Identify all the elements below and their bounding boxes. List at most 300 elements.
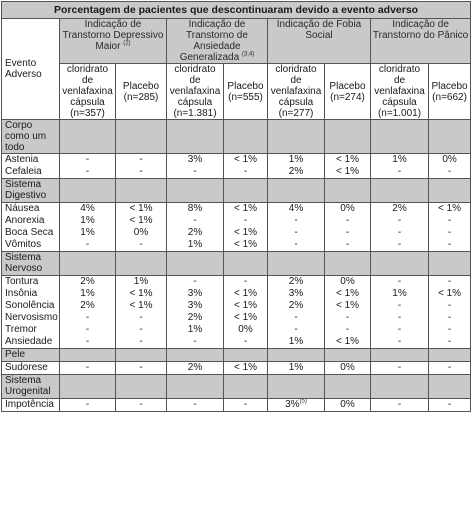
section-empty-cell xyxy=(429,120,471,154)
value-cell xyxy=(167,166,224,179)
value-cell xyxy=(325,362,371,375)
value-cell xyxy=(371,312,429,324)
value-cell xyxy=(116,215,167,227)
section-empty-cell xyxy=(60,179,116,203)
table-row xyxy=(2,324,471,336)
value-cell xyxy=(116,288,167,300)
event-label: Sudorese xyxy=(2,362,60,375)
value-cell xyxy=(268,336,325,349)
value-cell xyxy=(167,276,224,289)
column-header-1: cloridrato de venlafaxina cápsula (n=357) xyxy=(60,64,116,120)
value-text: 2% xyxy=(288,300,304,311)
section-empty-cell xyxy=(60,252,116,276)
value-text: < 1% xyxy=(129,203,153,214)
value-text: 1% xyxy=(288,154,304,165)
column-header-3: cloridrato de venlafaxina cápsula (n=1.381) xyxy=(167,64,224,120)
value-cell xyxy=(268,276,325,289)
value-cell xyxy=(371,215,429,227)
table-row xyxy=(2,154,471,167)
event-label: Vômitos xyxy=(2,239,60,252)
value-text: - xyxy=(243,399,248,410)
section-label: Sistema Digestivo xyxy=(2,179,60,203)
value-cell xyxy=(167,336,224,349)
value-cell xyxy=(167,312,224,324)
value-text: - xyxy=(397,300,402,311)
section-empty-cell xyxy=(167,252,224,276)
value-cell xyxy=(116,166,167,179)
indication-header-social-phobia: Indicação de Fobia Social xyxy=(268,19,371,64)
value-cell xyxy=(116,312,167,324)
value-cell xyxy=(116,336,167,349)
section-empty-cell xyxy=(116,179,167,203)
value-cell xyxy=(116,227,167,239)
value-text: - xyxy=(139,312,143,323)
value-text: - xyxy=(85,362,90,373)
value-cell xyxy=(429,276,471,289)
value-text: 0% xyxy=(133,227,149,238)
value-cell xyxy=(325,276,371,289)
value-text: 2% xyxy=(187,362,203,373)
value-text: - xyxy=(139,336,143,347)
value-text: - xyxy=(193,276,197,287)
value-cell xyxy=(60,166,116,179)
value-text: - xyxy=(447,312,452,323)
value-cell xyxy=(325,399,371,412)
value-cell xyxy=(60,324,116,336)
section-label: Sistema Nervoso xyxy=(2,252,60,276)
value-text: 1% xyxy=(288,362,304,373)
value-cell xyxy=(224,227,268,239)
column-header-4: Placebo (n=555) xyxy=(224,64,268,120)
value-cell xyxy=(224,154,268,167)
value-cell xyxy=(167,215,224,227)
value-text: < 1% xyxy=(335,166,360,177)
value-cell xyxy=(325,166,371,179)
value-cell xyxy=(429,288,471,300)
value-cell xyxy=(224,312,268,324)
value-cell xyxy=(167,324,224,336)
section-label: Pele xyxy=(2,349,60,362)
section-empty-cell xyxy=(116,349,167,362)
value-text: < 1% xyxy=(335,336,360,347)
value-cell xyxy=(224,399,268,412)
value-text: - xyxy=(397,399,402,410)
value-text: 3% xyxy=(187,288,203,299)
value-cell xyxy=(429,166,471,179)
value-text: - xyxy=(397,324,402,335)
section-empty-cell xyxy=(167,120,224,154)
value-text: - xyxy=(345,239,350,250)
table-row xyxy=(2,300,471,312)
section-empty-cell xyxy=(371,120,429,154)
event-label: Náusea xyxy=(2,203,60,216)
section-empty-cell xyxy=(60,120,116,154)
value-text: 2% xyxy=(288,276,304,287)
section-empty-cell xyxy=(268,120,325,154)
value-text: 2% xyxy=(288,166,304,177)
section-row xyxy=(2,252,471,276)
section-row xyxy=(2,375,471,399)
value-text: - xyxy=(139,239,143,250)
value-text: 1% xyxy=(80,288,95,299)
section-label: Corpo como um todo xyxy=(2,120,60,154)
value-text: - xyxy=(85,239,90,250)
value-cell xyxy=(116,239,167,252)
event-label: Sonolência xyxy=(2,300,60,312)
value-text: 1% xyxy=(133,276,149,287)
section-empty-cell xyxy=(60,375,116,399)
section-empty-cell xyxy=(429,349,471,362)
section-row xyxy=(2,179,471,203)
section-empty-cell xyxy=(167,349,224,362)
value-cell xyxy=(167,300,224,312)
value-cell xyxy=(325,227,371,239)
value-text: - xyxy=(447,215,452,226)
value-cell xyxy=(371,203,429,216)
event-label: Insônia xyxy=(2,288,60,300)
value-cell xyxy=(268,288,325,300)
value-text: < 1% xyxy=(335,300,360,311)
value-text: - xyxy=(397,362,402,373)
value-text: - xyxy=(447,324,452,335)
table-row xyxy=(2,239,471,252)
value-text: < 1% xyxy=(233,362,258,373)
value-text: - xyxy=(193,399,197,410)
section-empty-cell xyxy=(325,349,371,362)
value-cell xyxy=(60,399,116,412)
value-text: - xyxy=(294,312,298,323)
value-cell xyxy=(325,336,371,349)
table-row xyxy=(2,312,471,324)
value-cell xyxy=(167,227,224,239)
value-cell xyxy=(167,239,224,252)
value-text: - xyxy=(294,324,298,335)
value-text: < 1% xyxy=(438,288,462,299)
value-text: 4% xyxy=(80,203,95,214)
value-cell xyxy=(224,239,268,252)
indication-header-anxiety: Indicação de Transtorno de Ansiedade Generalizada $^{(3,4)}$ xyxy=(167,19,268,64)
value-cell xyxy=(325,239,371,252)
section-empty-cell xyxy=(224,179,268,203)
value-text: - xyxy=(243,336,248,347)
table-row xyxy=(2,215,471,227)
value-text: 0% xyxy=(340,399,355,410)
value-cell xyxy=(116,362,167,375)
value-text: 3% xyxy=(288,288,304,299)
value-cell xyxy=(224,166,268,179)
value-cell xyxy=(429,215,471,227)
value-cell xyxy=(268,312,325,324)
value-text: < 1% xyxy=(335,288,360,299)
value-cell xyxy=(167,203,224,216)
event-label: Nervosismo xyxy=(2,312,60,324)
value-text: 2% xyxy=(80,276,95,287)
value-cell xyxy=(60,362,116,375)
value-cell xyxy=(167,362,224,375)
value-text: 0% xyxy=(340,276,355,287)
column-header-2: Placebo (n=285) xyxy=(116,64,167,120)
value-text: 0% xyxy=(238,324,253,335)
value-text: 0% xyxy=(340,203,355,214)
table-row xyxy=(2,166,471,179)
value-cell xyxy=(429,227,471,239)
value-cell xyxy=(268,362,325,375)
event-label: Impotência xyxy=(2,399,60,412)
section-empty-cell xyxy=(268,375,325,399)
value-text: - xyxy=(193,166,197,177)
value-cell xyxy=(268,399,325,412)
value-cell xyxy=(116,324,167,336)
value-text: - xyxy=(345,215,350,226)
value-cell xyxy=(60,288,116,300)
value-text: 3% xyxy=(285,399,300,410)
value-text: 1% xyxy=(187,324,203,335)
value-cell xyxy=(371,154,429,167)
value-cell xyxy=(325,154,371,167)
indication-header-panic: Indicação de Transtorno do Pânico xyxy=(371,19,471,64)
value-text: - xyxy=(243,215,248,226)
value-text: - xyxy=(447,336,452,347)
event-label: Boca Seca xyxy=(2,227,60,239)
value-cell xyxy=(371,227,429,239)
value-text: 3% xyxy=(187,154,203,165)
value-text: - xyxy=(85,324,90,335)
section-label: Sistema Urogenital xyxy=(2,375,60,399)
value-text: 0% xyxy=(340,362,355,373)
value-text: < 1% xyxy=(129,215,153,226)
value-cell xyxy=(268,227,325,239)
value-text: 0% xyxy=(442,154,457,165)
value-cell xyxy=(60,203,116,216)
value-text: - xyxy=(397,166,402,177)
value-cell xyxy=(167,399,224,412)
value-cell xyxy=(371,300,429,312)
value-text: < 1% xyxy=(335,154,360,165)
table-title: Porcentagem de pacientes que descontinuaram devido a evento adverso xyxy=(2,2,471,19)
value-text: - xyxy=(139,362,143,373)
value-cell xyxy=(268,166,325,179)
value-text: - xyxy=(193,336,197,347)
value-cell xyxy=(268,203,325,216)
value-cell xyxy=(325,300,371,312)
value-cell xyxy=(429,312,471,324)
value-text: 8% xyxy=(187,203,203,214)
value-cell xyxy=(224,203,268,216)
event-column-header: Evento Adverso xyxy=(2,19,60,120)
value-text: - xyxy=(447,300,452,311)
section-empty-cell xyxy=(325,179,371,203)
value-cell xyxy=(371,324,429,336)
value-cell xyxy=(116,300,167,312)
value-cell xyxy=(371,336,429,349)
value-cell xyxy=(224,336,268,349)
adverse-events-table xyxy=(1,1,471,412)
section-empty-cell xyxy=(429,375,471,399)
section-empty-cell xyxy=(371,252,429,276)
value-cell xyxy=(224,288,268,300)
value-cell xyxy=(60,227,116,239)
value-text: < 1% xyxy=(233,239,258,250)
value-text: - xyxy=(85,166,90,177)
value-text: 2% xyxy=(187,227,203,238)
section-empty-cell xyxy=(325,120,371,154)
value-text: - xyxy=(397,336,402,347)
section-empty-cell xyxy=(224,120,268,154)
value-cell xyxy=(429,336,471,349)
value-cell xyxy=(224,300,268,312)
section-empty-cell xyxy=(167,375,224,399)
value-text: - xyxy=(447,239,452,250)
value-cell xyxy=(429,203,471,216)
value-text: - xyxy=(243,166,248,177)
value-cell xyxy=(429,154,471,167)
section-empty-cell xyxy=(60,349,116,362)
value-cell xyxy=(371,239,429,252)
value-cell xyxy=(167,288,224,300)
event-label: Anorexia xyxy=(2,215,60,227)
column-header-6: Placebo (n=274) xyxy=(325,64,371,120)
value-cell xyxy=(60,215,116,227)
value-cell xyxy=(116,276,167,289)
value-cell xyxy=(60,154,116,167)
section-empty-cell xyxy=(116,120,167,154)
table-row xyxy=(2,288,471,300)
column-header-7: cloridrato de venlafaxina cápsula (n=1.001) xyxy=(371,64,429,120)
section-empty-cell xyxy=(429,252,471,276)
value-text: < 1% xyxy=(233,300,258,311)
table-row xyxy=(2,227,471,239)
value-cell xyxy=(224,276,268,289)
value-text: - xyxy=(345,227,350,238)
value-cell xyxy=(268,239,325,252)
section-empty-cell xyxy=(224,349,268,362)
section-empty-cell xyxy=(429,179,471,203)
value-text: 1% xyxy=(288,336,304,347)
value-cell xyxy=(268,324,325,336)
value-text: - xyxy=(85,399,90,410)
section-empty-cell xyxy=(167,179,224,203)
value-text: - xyxy=(447,362,452,373)
value-text: - xyxy=(447,399,452,410)
value-text: - xyxy=(193,215,197,226)
value-cell xyxy=(371,166,429,179)
value-text: 3% xyxy=(187,300,203,311)
value-cell xyxy=(268,215,325,227)
value-cell xyxy=(116,203,167,216)
value-text: 4% xyxy=(288,203,304,214)
section-empty-cell xyxy=(371,349,429,362)
table-row xyxy=(2,276,471,289)
section-row xyxy=(2,120,471,154)
value-text: - xyxy=(294,239,298,250)
value-cell xyxy=(429,399,471,412)
value-text: - xyxy=(447,166,452,177)
value-cell xyxy=(167,154,224,167)
value-text: 2% xyxy=(80,300,95,311)
value-text: < 1% xyxy=(233,227,258,238)
value-cell xyxy=(371,276,429,289)
value-cell xyxy=(60,300,116,312)
value-cell xyxy=(60,336,116,349)
value-text: - xyxy=(294,215,298,226)
value-text: < 1% xyxy=(233,312,258,323)
value-cell xyxy=(325,324,371,336)
value-text: - xyxy=(397,239,402,250)
value-text: - xyxy=(397,312,402,323)
section-empty-cell xyxy=(224,252,268,276)
value-text: - xyxy=(85,312,90,323)
value-cell xyxy=(224,362,268,375)
value-cell xyxy=(371,362,429,375)
section-empty-cell xyxy=(268,349,325,362)
value-text: < 1% xyxy=(438,203,462,214)
section-empty-cell xyxy=(116,375,167,399)
value-cell xyxy=(60,239,116,252)
value-text: - xyxy=(139,324,143,335)
section-empty-cell xyxy=(268,252,325,276)
value-cell xyxy=(116,399,167,412)
event-label: Tontura xyxy=(2,276,60,289)
value-text: - xyxy=(294,227,298,238)
section-row xyxy=(2,349,471,362)
value-text: 1% xyxy=(392,288,407,299)
value-text: - xyxy=(397,215,402,226)
value-text: - xyxy=(397,227,402,238)
value-cell xyxy=(325,215,371,227)
section-empty-cell xyxy=(116,252,167,276)
event-label: Tremor xyxy=(2,324,60,336)
event-label: Cefaleia xyxy=(2,166,60,179)
value-text: 1% xyxy=(80,227,95,238)
indication-header-depression: Indicação de Transtorno Depressivo Maior $^{(2)}$ xyxy=(60,19,167,64)
section-empty-cell xyxy=(325,375,371,399)
value-cell xyxy=(268,300,325,312)
value-text: - xyxy=(85,336,90,347)
value-text: < 1% xyxy=(233,154,258,165)
section-empty-cell xyxy=(371,375,429,399)
section-empty-cell xyxy=(371,179,429,203)
value-text: 1% xyxy=(187,239,203,250)
value-cell xyxy=(429,300,471,312)
value-text: - xyxy=(139,399,143,410)
value-text: - xyxy=(139,166,143,177)
section-empty-cell xyxy=(224,375,268,399)
value-text: - xyxy=(243,276,248,287)
value-cell xyxy=(325,203,371,216)
value-cell xyxy=(224,215,268,227)
value-text: < 1% xyxy=(233,203,258,214)
value-text: - xyxy=(447,227,452,238)
table-row xyxy=(2,336,471,349)
value-cell xyxy=(371,288,429,300)
section-empty-cell xyxy=(268,179,325,203)
value-cell xyxy=(429,362,471,375)
value-cell xyxy=(60,312,116,324)
value-cell xyxy=(325,288,371,300)
event-label: Ansiedade xyxy=(2,336,60,349)
value-text: - xyxy=(447,276,452,287)
value-cell xyxy=(268,154,325,167)
value-text: - xyxy=(85,154,90,165)
value-cell xyxy=(325,312,371,324)
footnote-marker: (5) xyxy=(299,398,307,405)
value-text: < 1% xyxy=(129,288,153,299)
value-text: - xyxy=(397,276,402,287)
value-cell xyxy=(60,276,116,289)
table-row xyxy=(2,203,471,216)
value-text: < 1% xyxy=(129,300,153,311)
event-label: Astenia xyxy=(2,154,60,167)
